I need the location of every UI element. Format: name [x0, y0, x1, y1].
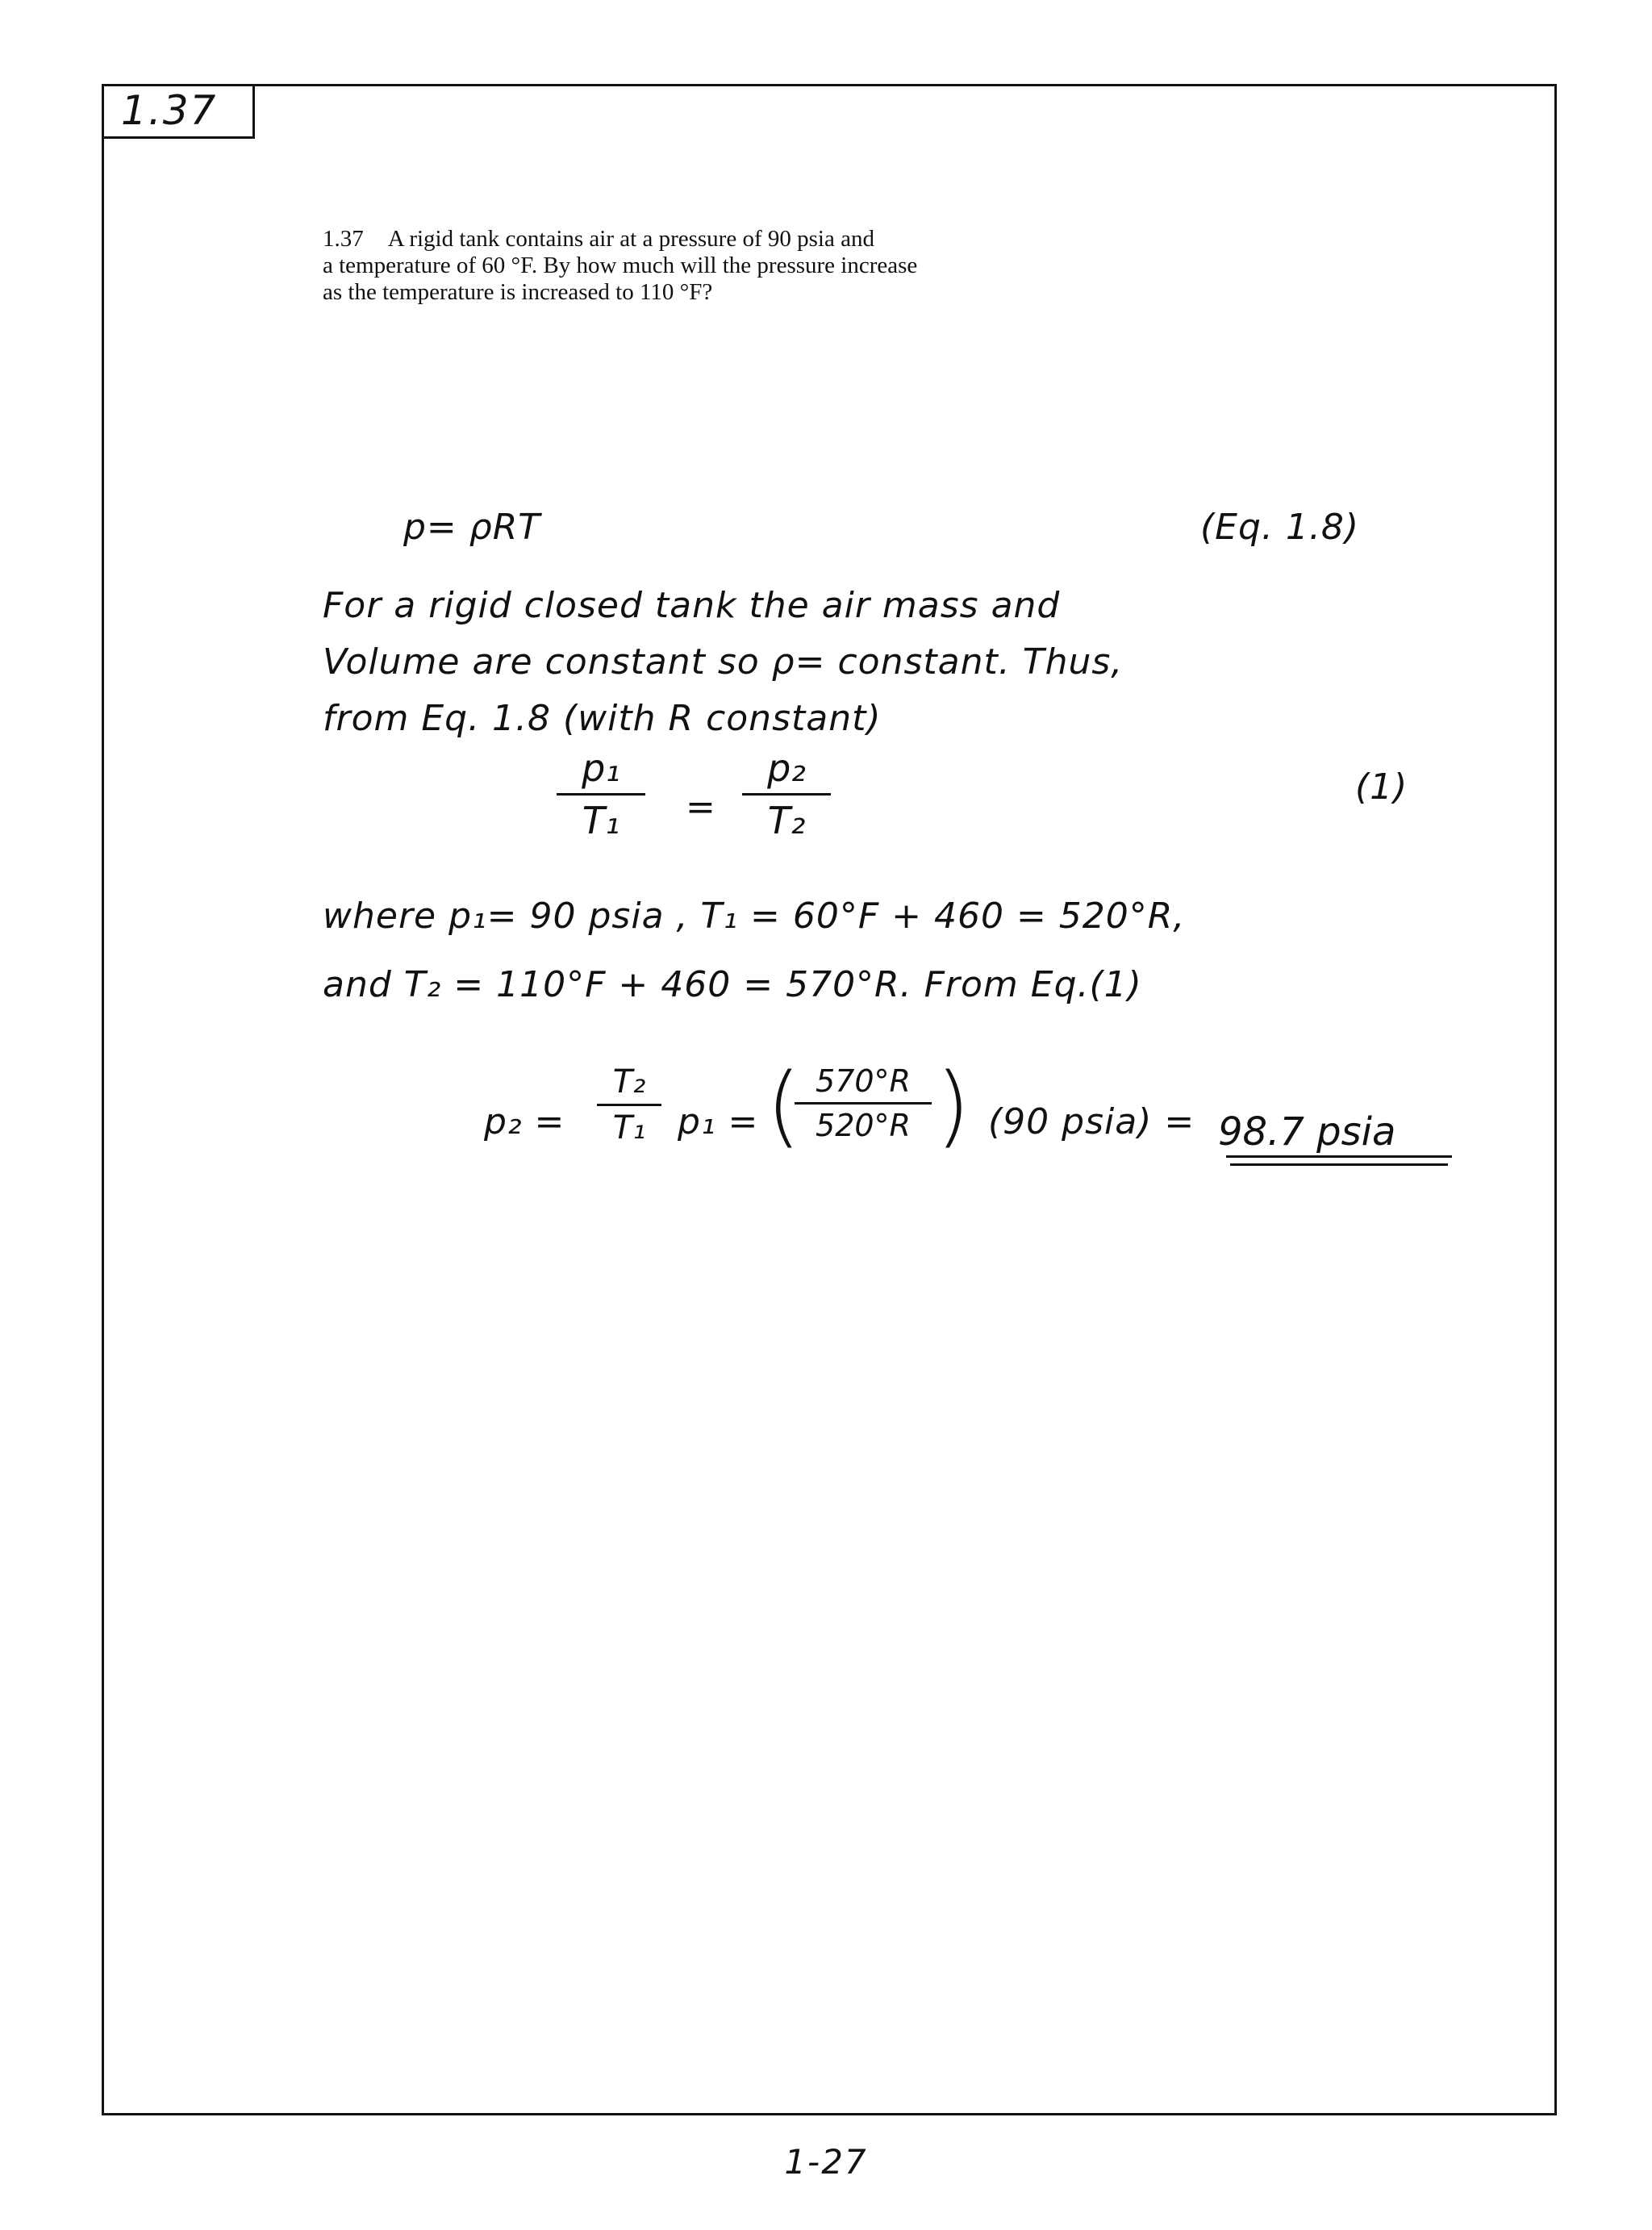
- final-temperature-fraction: [597, 1063, 661, 1146]
- answer-underline-2: [1230, 1163, 1448, 1166]
- problem-statement: [323, 226, 1065, 306]
- ratio-right-fraction: [742, 746, 831, 842]
- ratio-equals: =: [686, 787, 716, 828]
- problem-number: 1.37: [323, 226, 364, 252]
- problem-line-3: as the temperature is increased to 110 °F?: [323, 279, 713, 305]
- inner-denominator: 520°R: [816, 1108, 911, 1143]
- ratio-numerator-2: p₂: [767, 746, 806, 790]
- and-line: and T₂ = 110°F + 460 = 570°R. From Eq.(1): [323, 964, 1142, 1005]
- equation-of-state: p= ρRT: [403, 507, 541, 548]
- solution-text-line-2: Volume are constant so ρ= constant. Thus,: [323, 641, 1124, 683]
- fraction-bar: [557, 793, 645, 796]
- solution-text-line-1: For a rigid closed tank the air mass and: [323, 585, 1061, 626]
- ratio-denominator-2: T₂: [767, 799, 806, 842]
- fraction-bar: [597, 1104, 661, 1106]
- where-line: where p₁= 90 psia , T₁ = 60°F + 460 = 520°R,: [323, 896, 1186, 937]
- equation-reference: (Eq. 1.8): [1200, 507, 1360, 548]
- final-fraction-numerator: T₂: [612, 1063, 646, 1100]
- ratio-denominator-1: T₁: [582, 799, 620, 842]
- fraction-bar: [795, 1102, 932, 1105]
- problem-line-1: 1.37 A rigid tank contains air at a pressure of 90 psia and: [323, 226, 874, 252]
- right-paren: ): [936, 1054, 970, 1157]
- solution-text-line-3: from Eq. 1.8 (with R constant): [323, 698, 882, 739]
- problem-line-2: a temperature of 60 °F. By how much will the pressure increase: [323, 253, 918, 278]
- page-number: 1-27: [784, 2142, 868, 2182]
- left-paren: (: [766, 1054, 801, 1157]
- final-inner-fraction: [795, 1063, 932, 1143]
- fraction-bar: [742, 793, 831, 796]
- equation-label-1: (1): [1355, 766, 1408, 808]
- problem-tab-label: 1.37: [102, 84, 255, 139]
- ratio-left-fraction: [557, 746, 645, 842]
- inner-numerator: 570°R: [816, 1063, 911, 1099]
- final-answer: 98.7 psia: [1218, 1109, 1396, 1155]
- final-middle: (90 psia) =: [988, 1101, 1195, 1142]
- ratio-numerator-1: p₁: [582, 746, 620, 790]
- final-p1: p₁ =: [678, 1101, 759, 1142]
- final-lhs: p₂ =: [484, 1101, 565, 1142]
- final-fraction-denominator: T₁: [612, 1109, 646, 1146]
- answer-underline-1: [1226, 1155, 1452, 1158]
